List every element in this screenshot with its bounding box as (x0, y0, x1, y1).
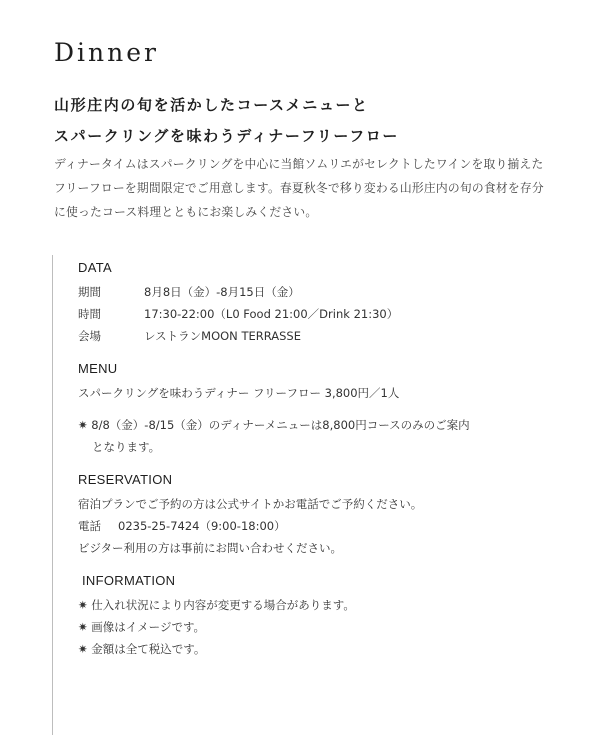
reservation-line-1: 宿泊プランでご予約の方は公式サイトかお電話でご予約ください。 (78, 497, 423, 511)
data-value-period: 8月8日（金）-8月15日（金） (144, 285, 300, 299)
data-label-time: 時間 (78, 307, 101, 321)
information-item: ✷ 画像はイメージです。 (78, 620, 206, 634)
information-item: ✷ 金額は全て税込です。 (78, 642, 206, 656)
reservation-phone (78, 515, 568, 537)
page-title: Dinner (54, 38, 159, 67)
data-label-period: 期間 (78, 285, 101, 299)
phone-label: 電話 (78, 519, 101, 533)
data-row-venue (78, 325, 568, 347)
data-value-time: 17:30-22:00（L0 Food 21:00／Drink 21:30） (144, 307, 399, 321)
information-section (78, 573, 568, 660)
menu-section (78, 361, 568, 458)
data-section (78, 260, 568, 347)
reservation-line-3: ビジター利用の方は事前にお問い合わせください。 (78, 541, 343, 555)
menu-section-title: MENU (78, 361, 118, 376)
information-section-title: INFORMATION (82, 573, 176, 588)
event-info (78, 260, 568, 660)
data-section-title: DATA (78, 260, 112, 275)
data-row-period (78, 281, 568, 303)
information-item: ✷ 仕入れ状況により内容が変更する場合があります。 (78, 598, 355, 612)
headline-line-2: スパークリングを味わうディナーフリーフロー (54, 127, 400, 145)
phone-value: 0235-25-7424（9:00-18:00） (118, 519, 286, 533)
data-row-time (78, 303, 568, 325)
headline-line-1: 山形庄内の旬を活かしたコースメニューと (54, 96, 369, 114)
menu-item: スパークリングを味わうディナー フリーフロー 3,800円／1人 (78, 386, 400, 400)
reservation-section-title: RESERVATION (78, 472, 173, 487)
intro-paragraph: ディナータイムはスパークリングを中心に当館ソムリエがセレクトしたワインを取り揃えたフリーフローを期間限定でご用意します。春夏秋冬で移り変わる山形庄内の旬の食材を存分に使ったコース料理とともにお楽しみください。 (54, 157, 544, 219)
headline (54, 90, 399, 152)
data-label-venue: 会場 (78, 329, 101, 343)
reservation-section (78, 472, 568, 559)
vertical-divider (52, 255, 53, 735)
menu-note-line-1: ✷ 8/8（金）-8/15（金）のディナーメニューは8,800円コースのみのご案内 (78, 418, 470, 432)
data-value-venue: レストランMOON TERRASSE (144, 329, 301, 343)
menu-note (78, 414, 568, 458)
menu-note-line-2: となります。 (92, 440, 161, 454)
